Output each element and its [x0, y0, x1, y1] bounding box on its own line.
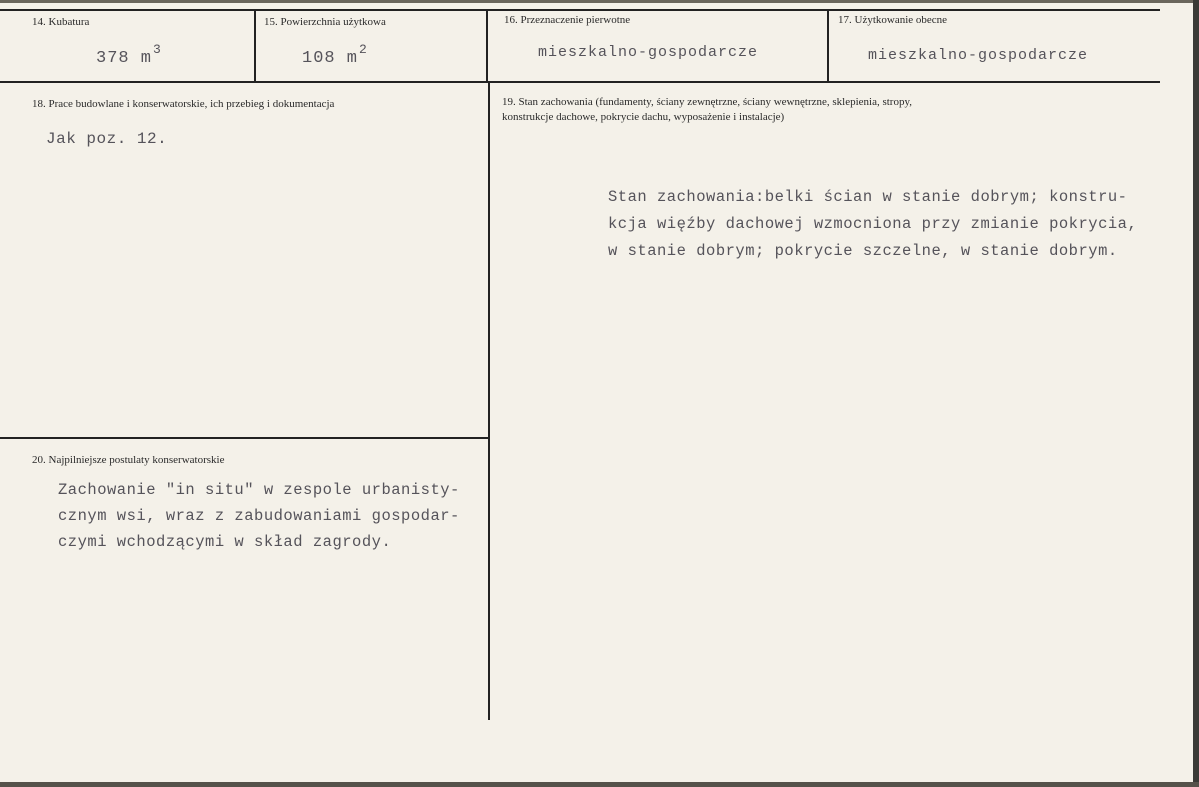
divider-14-15	[254, 9, 256, 82]
scan-edge-right	[1193, 0, 1199, 787]
divider-15-16	[486, 9, 488, 82]
divider-16-17	[827, 9, 829, 82]
stan-text-line: kcja więźby dachowej wzmocniona przy zmianie pokrycia,	[608, 215, 1138, 233]
scan-edge-top	[0, 0, 1199, 3]
kubatura-label: 14. Kubatura	[32, 16, 90, 28]
divider-18-20	[0, 437, 489, 439]
kubatura-number: 378 m	[96, 49, 153, 68]
uzytkowanie-label: 17. Użytkowanie obecne	[838, 14, 948, 26]
powierzchnia-value	[302, 42, 368, 68]
przeznaczenie-value: mieszkalno-gospodarcze	[538, 44, 759, 61]
row1-bottom-rule	[0, 81, 1160, 83]
prace-label: 18. Prace budowlane i konserwatorskie, ich przebieg i dokumentacja	[32, 98, 335, 110]
prace-value: Jak poz. 12.	[46, 130, 168, 148]
powierzchnia-exponent: 2	[359, 42, 368, 57]
kubatura-exponent: 3	[153, 42, 162, 57]
row1-top-rule	[0, 9, 1160, 11]
postulaty-text-line: czymi wchodzącymi w skład zagrody.	[58, 533, 392, 551]
uzytkowanie-value: mieszkalno-gospodarcze	[868, 47, 1089, 64]
divider-lower-main	[488, 82, 490, 720]
stan-label-line1: 19. Stan zachowania (fundamenty, ściany zewnętrzne, ściany wewnętrzne, sklepienia, stropy,	[502, 96, 913, 108]
powierzchnia-number: 108 m	[302, 49, 359, 68]
przeznaczenie-label: 16. Przeznaczenie pierwotne	[504, 14, 631, 26]
stan-text	[608, 184, 1137, 265]
powierzchnia-label: 15. Powierzchnia użytkowa	[264, 16, 386, 28]
kubatura-value	[96, 42, 162, 68]
stan-text-line: Stan zachowania:belki ścian w stanie dobrym; konstru-	[608, 188, 1128, 206]
postulaty-label: 20. Najpilniejsze postulaty konserwatorskie	[32, 454, 225, 466]
scan-edge-bottom	[0, 782, 1199, 787]
postulaty-text	[58, 477, 460, 555]
postulaty-text-line: cznym wsi, wraz z zabudowaniami gospodar-	[58, 507, 460, 525]
stan-text-line: w stanie dobrym; pokrycie szczelne, w stanie dobrym.	[608, 242, 1118, 260]
postulaty-text-line: Zachowanie "in situ" w zespole urbanisty-	[58, 481, 460, 499]
stan-label-line2: konstrukcje dachowe, pokrycie dachu, wyposażenie i instalacje)	[502, 111, 785, 123]
